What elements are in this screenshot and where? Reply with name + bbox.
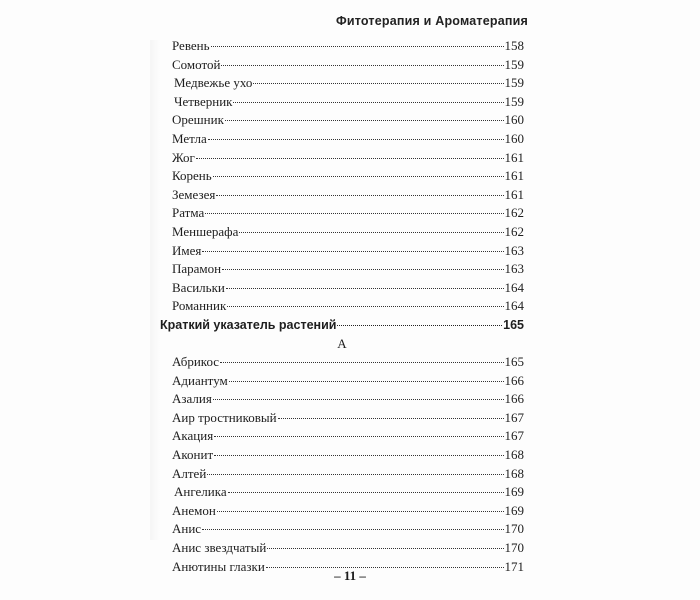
toc-entry-page: 164	[504, 298, 524, 314]
toc-entry-label: Абрикос	[172, 354, 220, 370]
toc-entry	[160, 427, 524, 446]
toc-entry-label: Адиантум	[172, 372, 228, 388]
toc-entry-label: Меншерафа	[172, 223, 239, 239]
toc-entry	[160, 130, 524, 149]
toc-entry-label: Четверник	[174, 93, 233, 109]
toc-entry	[160, 74, 524, 93]
toc-entry-page: 163	[504, 242, 524, 258]
toc-entry-page: 161	[504, 168, 524, 184]
toc-entry-page: 165	[504, 354, 524, 370]
toc-entry-page: 170	[504, 540, 524, 556]
toc-leader-dots	[228, 492, 504, 493]
toc-leader-dots	[216, 195, 503, 196]
toc-leader-dots	[220, 362, 503, 363]
toc-entry-label: Романник	[172, 298, 227, 314]
toc-entry-label: Медвежье ухо	[174, 75, 253, 91]
toc-entry	[160, 502, 524, 521]
running-head: Фитотерапия и Ароматерапия	[335, 14, 528, 28]
toc-entry-label: Ратма	[172, 205, 205, 221]
toc-leader-dots	[222, 269, 503, 270]
toc-entry-page: 166	[504, 391, 524, 407]
toc-entry-page: 162	[504, 223, 524, 239]
toc-entry-label: Анис звездчатый	[172, 540, 267, 556]
toc-entry-label: Орешник	[172, 112, 224, 128]
table-of-contents	[160, 37, 524, 576]
toc-entry-label: Аконит	[172, 447, 214, 463]
toc-entry-page: 170	[504, 521, 524, 537]
toc-entry	[160, 446, 524, 465]
toc-entry	[160, 149, 524, 168]
toc-entry	[160, 111, 524, 130]
toc-entry	[160, 167, 524, 186]
toc-entry-label: Жог	[172, 149, 195, 165]
toc-entry	[160, 520, 524, 539]
toc-entry-page: 169	[504, 484, 524, 500]
toc-leader-dots	[213, 399, 504, 400]
toc-leader-dots	[337, 325, 502, 326]
toc-leader-dots	[214, 455, 503, 456]
toc-entry	[160, 390, 524, 409]
toc-entry-page: 161	[504, 186, 524, 202]
toc-entry	[160, 186, 524, 205]
toc-entry	[160, 297, 524, 316]
toc-entry-label: Земезея	[172, 186, 216, 202]
toc-leader-dots	[267, 548, 503, 549]
toc-entry	[160, 242, 524, 261]
toc-entry	[160, 223, 524, 242]
toc-entry-page: 158	[504, 38, 524, 53]
toc-entry-label: Алтей	[172, 465, 207, 481]
toc-leader-dots	[226, 288, 504, 289]
toc-entry	[160, 260, 524, 279]
toc-leader-dots	[253, 83, 503, 84]
toc-entry-label: Корень	[172, 168, 212, 184]
toc-entry-page: 162	[504, 205, 524, 221]
toc-section-label: Краткий указатель растений	[160, 317, 337, 332]
toc-leader-dots	[207, 474, 503, 475]
toc-entry-page: 166	[504, 372, 524, 388]
toc-entry-page: 167	[504, 409, 524, 425]
toc-entry-label: Азалия	[172, 391, 212, 407]
toc-entry-page: 160	[504, 112, 524, 128]
toc-entry-page: 161	[504, 149, 524, 165]
toc-leader-dots	[239, 232, 503, 233]
toc-leader-dots	[278, 418, 504, 419]
toc-leader-dots	[225, 120, 504, 121]
toc-entry-page: 164	[504, 279, 524, 295]
toc-section-row	[160, 316, 524, 335]
toc-entry-label: Анис	[172, 521, 202, 537]
toc-entry-label: Аир тростниковый	[172, 409, 277, 425]
toc-leader-dots	[211, 46, 504, 47]
toc-leader-dots	[196, 158, 504, 159]
toc-entry	[160, 204, 524, 223]
toc-leader-dots	[213, 176, 504, 177]
toc-leader-dots	[202, 529, 503, 530]
toc-entry	[160, 93, 524, 112]
toc-entry-label: Анютины глазки	[172, 558, 265, 574]
toc-leader-dots	[217, 511, 504, 512]
toc-entry-label: Ревень	[172, 38, 210, 53]
toc-leader-dots	[202, 251, 503, 252]
toc-entry-page: 168	[504, 465, 524, 481]
toc-entry-label: Васильки	[172, 279, 225, 295]
toc-leader-dots	[205, 213, 503, 214]
toc-entry-label: Анемон	[172, 502, 216, 518]
toc-leader-dots	[227, 306, 503, 307]
toc-entry	[160, 539, 524, 558]
toc-entry-page: 169	[504, 502, 524, 518]
toc-entry-label: Парамон	[172, 261, 222, 277]
toc-entry-page: 159	[504, 93, 524, 109]
toc-group-2	[160, 353, 524, 576]
toc-entry-page: 159	[504, 75, 524, 91]
toc-leader-dots	[214, 436, 503, 437]
toc-entry-label: Акация	[172, 428, 214, 444]
toc-entry-label: Метла	[172, 130, 207, 146]
toc-leader-dots	[229, 381, 504, 382]
toc-section-page: 165	[503, 317, 524, 332]
toc-entry-page: 167	[504, 428, 524, 444]
toc-entry	[160, 409, 524, 428]
toc-entry-label: Имея	[172, 242, 202, 258]
toc-entry	[160, 56, 524, 75]
toc-entry-label: Сомотой	[172, 56, 221, 72]
toc-entry-page: 171	[504, 558, 524, 574]
toc-leader-dots	[233, 102, 503, 103]
toc-entry	[160, 353, 524, 372]
toc-entry	[160, 483, 524, 502]
toc-group-1	[160, 37, 524, 316]
toc-leader-dots	[221, 65, 503, 66]
toc-entry	[160, 37, 524, 56]
toc-leader-dots	[208, 139, 504, 140]
toc-letter-heading: А	[337, 335, 347, 351]
toc-entry-label: Ангелика	[174, 484, 227, 500]
toc-entry	[160, 372, 524, 391]
toc-entry-page: 160	[504, 130, 524, 146]
page-number: – 11 –	[334, 568, 366, 583]
toc-entry-page: 168	[504, 447, 524, 463]
toc-entry-page: 159	[504, 56, 524, 72]
toc-entry	[160, 465, 524, 484]
toc-entry-page: 163	[504, 261, 524, 277]
toc-entry	[160, 279, 524, 298]
bleed-through-margin	[150, 40, 160, 540]
